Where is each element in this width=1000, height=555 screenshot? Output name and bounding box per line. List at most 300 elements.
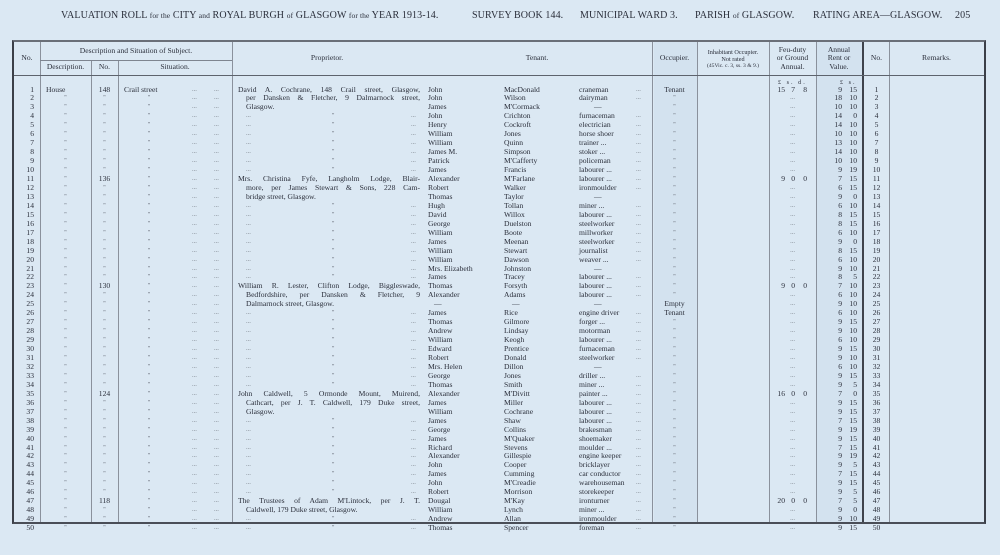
row-number-right: 33 — [872, 370, 881, 380]
leader-dots: ... — [192, 85, 197, 93]
ditto-mark: " — [673, 167, 676, 174]
ditto-mark: " — [103, 104, 106, 111]
ditto-mark: " — [673, 220, 676, 227]
rent-shillings: 15 — [849, 469, 857, 479]
ditto-mark: " — [332, 122, 335, 129]
leader-dots: ... — [636, 291, 641, 299]
tenant-occupation: trainer ... — [579, 138, 607, 148]
leader-dots: ... — [246, 425, 251, 433]
feu-shillings: 0 — [791, 174, 795, 183]
ditto-mark: " — [332, 211, 335, 218]
feu-pence: 0 — [803, 496, 807, 506]
tenant-occupation: — — [594, 299, 602, 309]
rent-pounds: 9 — [838, 433, 842, 443]
ditto-mark: " — [103, 426, 106, 433]
leader-dots: ... — [636, 148, 641, 156]
leader-dots: ... — [246, 228, 251, 236]
leader-dots: ... — [411, 228, 416, 236]
row-number-right: 39 — [872, 424, 881, 434]
leader-dots: ... — [214, 291, 219, 299]
leader-dots: ... — [636, 121, 641, 129]
ditto-mark: " — [103, 453, 106, 460]
leader-dots: ... — [214, 94, 219, 102]
row-number-right: 34 — [872, 379, 881, 389]
ditto-mark: " — [64, 363, 67, 370]
ditto-mark: " — [332, 265, 335, 272]
leader-dots: ... — [790, 139, 795, 147]
col-header-situation: Situation. — [160, 62, 190, 72]
ditto-mark: " — [673, 337, 676, 344]
row-number-right: 32 — [872, 361, 881, 371]
tenant-surname: Allan — [504, 514, 521, 524]
rent-pounds: 9 — [838, 460, 842, 470]
row-number: 30 — [26, 344, 34, 354]
ditto-mark: " — [64, 319, 67, 326]
ditto-mark: " — [147, 283, 151, 290]
ditto-mark: " — [64, 167, 67, 174]
ditto-mark: " — [332, 426, 335, 433]
leader-dots: ... — [192, 112, 197, 120]
tenant-first-name: Robert — [428, 353, 449, 362]
rent-shillings: 15 — [849, 415, 857, 425]
tenant-surname: Quinn — [504, 138, 523, 148]
tenant-surname: M'Quaker — [504, 433, 535, 443]
proprietor-line: Dalmarnock street, Glasgow. — [246, 299, 335, 309]
tenant-first-name: Thomas — [428, 379, 453, 389]
rent-pounds: 7 — [838, 281, 842, 291]
row-number-right: 9 — [874, 156, 879, 166]
ditto-mark: " — [103, 220, 106, 227]
ditto-mark: " — [332, 337, 335, 344]
leader-dots: ... — [636, 318, 641, 326]
tenant-surname: Shaw — [504, 415, 521, 425]
ditto-mark: " — [147, 525, 151, 532]
leader-dots: ... — [192, 175, 197, 182]
rent-shillings: 10 — [849, 281, 857, 291]
ditto-mark: " — [673, 202, 676, 209]
tenant-occupation: labourer ... — [579, 272, 612, 282]
ditto-mark: " — [332, 202, 335, 209]
rent-shillings: 0 — [853, 388, 857, 398]
feu-pounds: 16 — [777, 388, 785, 398]
leader-dots: ... — [790, 452, 795, 460]
ditto-mark: " — [147, 274, 151, 281]
ditto-mark: " — [147, 211, 151, 218]
leader-dots: ... — [790, 130, 795, 138]
ditto-mark: " — [64, 462, 67, 469]
tenant-first-name: George — [428, 218, 451, 228]
leader-dots: ... — [636, 175, 641, 182]
ditto-mark: " — [147, 363, 151, 370]
ditto-mark: " — [147, 122, 151, 129]
row-number-right: 7 — [874, 138, 879, 148]
leader-dots: ... — [192, 130, 197, 138]
ditto-mark: " — [147, 417, 151, 424]
tenant-first-name: William — [428, 505, 453, 515]
leader-dots: ... — [636, 434, 641, 442]
ditto-mark: " — [673, 319, 676, 326]
leader-dots: ... — [246, 166, 251, 174]
leader-dots: ... — [192, 228, 197, 236]
rent-pounds: 9 — [838, 344, 842, 354]
row-number-right: 20 — [872, 254, 881, 264]
rent-pounds: 7 — [838, 415, 842, 425]
row-number: 3 — [30, 102, 34, 112]
row-number: 50 — [26, 523, 34, 533]
tenant-surname: Willox — [504, 209, 525, 219]
ditto-mark: " — [673, 95, 676, 102]
ditto-mark: " — [103, 408, 106, 415]
leader-dots: ... — [790, 237, 795, 245]
leader-dots: ... — [246, 201, 251, 209]
ditto-mark: " — [332, 247, 335, 254]
col-header-subject-no: No. — [98, 62, 111, 72]
leader-dots: ... — [790, 210, 795, 218]
row-number: 29 — [26, 335, 34, 345]
leader-dots: ... — [411, 452, 416, 460]
col-header-proprietor: Proprietor. — [310, 53, 344, 63]
ditto-mark: " — [147, 337, 151, 344]
title-part: for the — [149, 11, 171, 20]
row-number: 41 — [26, 442, 34, 452]
leader-dots: ... — [411, 246, 416, 254]
leader-dots: ... — [246, 157, 251, 165]
row-number-right: 5 — [874, 120, 879, 130]
feu-shillings: 0 — [791, 281, 795, 291]
rent-pounds: 14 — [834, 120, 842, 130]
rent-units: £ s. — [840, 79, 857, 86]
row-number: 33 — [26, 370, 34, 380]
leader-dots: ... — [790, 425, 795, 433]
row-number-right: 11 — [872, 174, 881, 183]
ditto-mark: " — [103, 122, 106, 129]
ditto-mark: " — [64, 310, 67, 317]
header-line: Annual. — [780, 61, 805, 71]
leader-dots: ... — [790, 318, 795, 326]
tenant-occupation: moulder ... — [579, 442, 612, 452]
ditto-mark: " — [64, 131, 67, 138]
row-number: 5 — [30, 120, 34, 130]
leader-dots: ... — [411, 327, 416, 335]
tenant-occupation: engine driver — [579, 308, 620, 318]
leader-dots: ... — [192, 210, 197, 218]
ditto-mark: " — [147, 462, 151, 469]
ditto-mark: " — [103, 95, 106, 102]
tenant-surname: Jones — [504, 370, 521, 380]
ditto-mark: " — [673, 131, 676, 138]
leader-dots: ... — [790, 371, 795, 379]
ditto-mark: " — [147, 149, 151, 156]
row-number: 34 — [26, 379, 34, 389]
ditto-mark: " — [673, 408, 676, 415]
leader-dots: ... — [411, 121, 416, 129]
leader-dots: ... — [214, 389, 219, 397]
ditto-mark: " — [64, 525, 67, 532]
leader-dots: ... — [192, 103, 197, 111]
leader-dots: ... — [214, 255, 219, 263]
leader-dots: ... — [192, 497, 197, 505]
rent-shillings: 10 — [849, 308, 857, 318]
col-header-description: Description. — [46, 62, 85, 72]
leader-dots: ... — [246, 255, 251, 263]
rent-shillings: 15 — [849, 174, 857, 183]
rent-pounds: 9 — [838, 165, 842, 175]
rent-shillings: 5 — [853, 272, 857, 282]
ditto-mark: " — [64, 238, 67, 245]
row-number: 47 — [26, 496, 34, 506]
leader-dots: ... — [246, 524, 251, 532]
rent-shillings: 10 — [849, 290, 857, 300]
ditto-mark: " — [147, 516, 151, 523]
ditto-mark: " — [673, 292, 676, 299]
tenant-surname: Wilson — [504, 93, 526, 103]
rent-shillings: 15 — [849, 245, 857, 255]
leader-dots: ... — [790, 121, 795, 129]
leader-dots: ... — [636, 354, 641, 361]
ditto-mark: " — [103, 462, 106, 469]
ditto-mark: " — [103, 346, 106, 353]
leader-dots: ... — [790, 407, 795, 415]
tenant-first-name: William — [428, 335, 453, 345]
ditto-mark: " — [332, 462, 335, 469]
ditto-mark: " — [103, 158, 106, 165]
rent-shillings: 5 — [853, 460, 857, 470]
leader-dots: ... — [790, 112, 795, 120]
occupier-status: Empty — [664, 299, 685, 309]
proprietor-line: William R. Lester, Clifton Lodge, Biggleswade, — [238, 281, 420, 291]
rent-shillings: 5 — [853, 496, 857, 506]
ditto-mark: " — [64, 337, 67, 344]
leader-dots: ... — [246, 336, 251, 344]
row-number: 28 — [26, 326, 34, 336]
tenant-surname: Walker — [504, 182, 526, 192]
proprietor-line: Bedfordshire, per Dansken & Fletcher, 9 — [246, 290, 420, 300]
leader-dots: ... — [214, 273, 219, 281]
ditto-mark: " — [673, 435, 676, 442]
ditto-mark: " — [64, 372, 67, 379]
ditto-mark: " — [103, 319, 106, 326]
row-number: 49 — [26, 514, 34, 524]
ditto-mark: " — [103, 489, 106, 496]
ditto-mark: " — [103, 381, 106, 388]
leader-dots: ... — [636, 515, 641, 523]
leader-dots: ... — [192, 300, 197, 308]
tenant-occupation: labourer ... — [579, 165, 612, 175]
tenant-surname: M'Divitt — [504, 388, 530, 398]
tenant-first-name: Thomas — [428, 317, 453, 327]
leader-dots: ... — [636, 309, 641, 317]
rent-pounds: 6 — [838, 308, 842, 318]
leader-dots: ... — [246, 121, 251, 129]
leader-dots: ... — [246, 246, 251, 254]
rent-pounds: 7 — [838, 388, 842, 398]
ditto-mark: " — [673, 193, 676, 200]
ditto-mark: " — [673, 247, 676, 254]
rent-pounds: 10 — [834, 102, 842, 112]
tenant-surname: Lindsay — [504, 326, 529, 336]
leader-dots: ... — [636, 443, 641, 451]
leader-dots: ... — [411, 139, 416, 147]
row-number: 40 — [26, 433, 34, 443]
leader-dots: ... — [636, 157, 641, 165]
tenant-occupation: ironturner — [579, 496, 610, 506]
leader-dots: ... — [214, 434, 219, 442]
tenant-surname: Prentice — [504, 344, 529, 354]
leader-dots: ... — [192, 192, 197, 200]
row-number: 39 — [26, 424, 34, 434]
proprietor-line: bridge street, Glasgow. — [246, 191, 316, 201]
ditto-mark: " — [673, 471, 676, 478]
ditto-mark: " — [147, 489, 151, 496]
rent-shillings: 15 — [849, 317, 857, 327]
tenant-occupation: furnaceman — [579, 344, 615, 354]
ditto-mark: " — [147, 256, 151, 263]
rent-shillings: 15 — [849, 344, 857, 354]
rent-pounds: 6 — [838, 227, 842, 237]
ditto-mark: " — [147, 507, 151, 514]
tenant-first-name: John — [428, 460, 443, 470]
leader-dots: ... — [192, 327, 197, 335]
leader-dots: ... — [790, 309, 795, 317]
leader-dots: ... — [214, 246, 219, 254]
feu-units: £ s. d. — [778, 79, 807, 86]
tenant-first-name: William — [428, 227, 453, 237]
leader-dots: ... — [790, 201, 795, 209]
ditto-mark: " — [673, 462, 676, 469]
ditto-mark: " — [673, 355, 676, 361]
title-part: for the — [348, 11, 370, 20]
tenant-occupation: — — [594, 361, 602, 371]
tenant-occupation: foreman — [579, 523, 605, 533]
ditto-mark: " — [673, 417, 676, 424]
tenant-occupation: labourer ... — [579, 174, 612, 183]
proprietor-line: more, per James Stewart & Sons, 228 Cam- — [246, 182, 420, 192]
ditto-mark: " — [147, 498, 151, 505]
row-number: 20 — [26, 254, 34, 264]
rent-shillings: 15 — [849, 478, 857, 488]
feu-shillings: 7 — [791, 84, 795, 94]
row-number: 18 — [26, 236, 34, 246]
rent-shillings: 10 — [849, 514, 857, 524]
ditto-mark: " — [103, 202, 106, 209]
ditto-mark: " — [64, 265, 67, 272]
tenant-first-name: James — [428, 165, 447, 175]
leader-dots: ... — [411, 219, 416, 227]
row-number-right: 23 — [872, 281, 881, 291]
tenant-occupation: electrician — [579, 120, 611, 130]
row-number-right: 45 — [872, 478, 881, 488]
row-number-right: 36 — [872, 397, 881, 407]
ditto-mark: " — [332, 274, 335, 281]
ditto-mark: " — [103, 310, 106, 317]
rent-shillings: 0 — [853, 111, 857, 121]
ditto-mark: " — [64, 301, 67, 308]
leader-dots: ... — [636, 327, 641, 335]
row-number-right: 13 — [872, 191, 881, 201]
ditto-mark: " — [64, 176, 67, 182]
leader-dots: ... — [214, 219, 219, 227]
leader-dots: ... — [246, 461, 251, 469]
subject-number: 124 — [98, 388, 111, 398]
occupier-status: Tenant — [664, 84, 685, 94]
leader-dots: ... — [214, 470, 219, 478]
leader-dots: ... — [192, 416, 197, 424]
tenant-surname: Cumming — [504, 469, 535, 479]
leader-dots: ... — [214, 371, 219, 379]
leader-dots: ... — [214, 201, 219, 209]
leader-dots: ... — [192, 354, 197, 361]
tenant-first-name: Andrew — [428, 326, 453, 336]
rent-shillings: 10 — [849, 138, 857, 148]
row-number-right: 47 — [872, 496, 881, 506]
leader-dots: ... — [790, 434, 795, 442]
leader-dots: ... — [411, 345, 416, 353]
row-number: 27 — [26, 317, 34, 327]
leader-dots: ... — [411, 157, 416, 165]
ditto-mark: " — [673, 507, 676, 514]
leader-dots: ... — [214, 425, 219, 433]
leader-dots: ... — [214, 488, 219, 496]
tenant-first-name: Henry — [428, 120, 447, 130]
row-number: 8 — [30, 147, 34, 157]
leader-dots: ... — [214, 461, 219, 469]
ditto-mark: " — [64, 193, 67, 200]
feu-shillings: 0 — [791, 388, 795, 398]
leader-dots: ... — [790, 354, 795, 361]
leader-dots: ... — [411, 524, 416, 532]
proprietor-line: Mrs. Christina Fyfe, Langholm Lodge, Blair- — [238, 174, 420, 183]
rent-pounds: 9 — [838, 523, 842, 533]
row-number: 24 — [26, 290, 34, 300]
ditto-mark: " — [673, 444, 676, 451]
tenant-first-name: Richard — [428, 442, 453, 452]
leader-dots: ... — [192, 139, 197, 147]
ditto-mark: " — [147, 292, 151, 299]
tenant-occupation: miner ... — [579, 505, 605, 515]
row-number-right: 35 — [872, 388, 881, 398]
leader-dots: ... — [636, 201, 641, 209]
leader-dots: ... — [790, 228, 795, 236]
row-number: 11 — [26, 174, 34, 183]
tenant-surname: Francis — [504, 165, 527, 175]
ditto-mark: " — [64, 256, 67, 263]
leader-dots: ... — [636, 336, 641, 344]
table-row — [14, 524, 984, 533]
leader-dots: ... — [192, 425, 197, 433]
rent-shillings: 10 — [849, 361, 857, 371]
rent-shillings: 10 — [849, 120, 857, 130]
leader-dots: ... — [790, 461, 795, 469]
tenant-occupation: motorman — [579, 326, 611, 336]
leader-dots: ... — [411, 148, 416, 156]
leader-dots: ... — [192, 479, 197, 487]
leader-dots: ... — [246, 443, 251, 451]
leader-dots: ... — [192, 121, 197, 129]
leader-dots: ... — [214, 103, 219, 111]
row-number-right: 44 — [872, 469, 881, 479]
tenant-surname: Cockroft — [504, 120, 531, 130]
tenant-occupation: ironmoulder — [579, 514, 617, 524]
ditto-mark: " — [103, 247, 106, 254]
leader-dots: ... — [636, 425, 641, 433]
leader-dots: ... — [411, 425, 416, 433]
tenant-surname: Crichton — [504, 111, 531, 121]
ditto-mark: " — [147, 202, 151, 209]
title-part: and — [198, 11, 210, 20]
ditto-mark: " — [64, 408, 67, 415]
col-header-no-2: No. — [870, 53, 883, 63]
subject-number: 118 — [98, 496, 111, 506]
